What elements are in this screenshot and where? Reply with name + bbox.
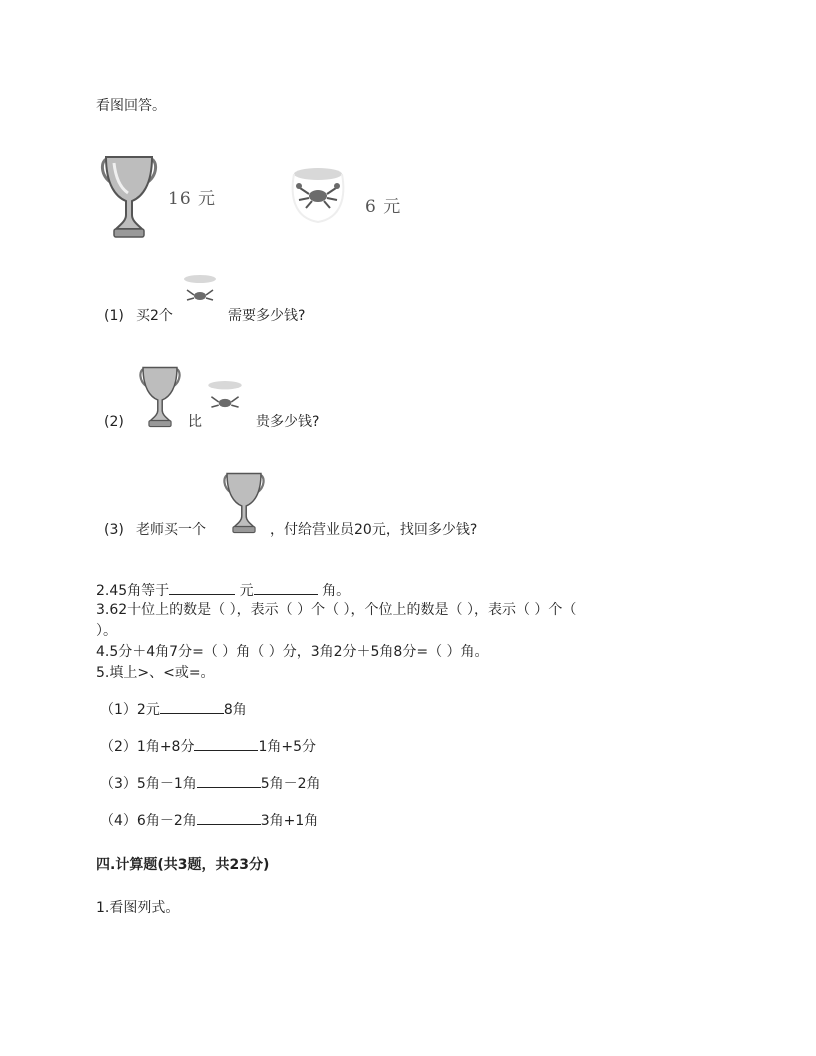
comparison-item: [100, 736, 316, 757]
trophy-icon: [136, 366, 184, 428]
comparison-left: （1）2元: [100, 702, 160, 718]
q3-text-after: ，付给营业员20元，找回多少钱?: [270, 522, 478, 538]
intro-text: 看图回答。: [96, 98, 166, 114]
comparison-left: （3）5角－1角: [100, 776, 197, 792]
crab-jar-icon: [182, 274, 218, 318]
q2-text-mid: 比: [188, 414, 202, 430]
p2-text-b: 元: [239, 583, 254, 599]
comparison-item: [100, 699, 247, 720]
q1-number: (1): [104, 308, 124, 324]
trophy-price: 16 元: [168, 189, 217, 209]
q1-text-after: 需要多少钱?: [228, 308, 306, 324]
comparison-item: [100, 773, 321, 794]
comparison-blank[interactable]: [197, 810, 261, 825]
comparison-blank[interactable]: [160, 699, 224, 714]
problem-5-title: 5.填上>、<或=。: [96, 665, 215, 681]
q2-text-after: 贵多少钱?: [256, 414, 320, 430]
problem-3-line2: ）。: [96, 623, 117, 639]
q1-text-before: 买2个: [136, 308, 173, 324]
trophy-icon: [98, 155, 160, 239]
comparison-blank[interactable]: [194, 736, 258, 751]
comparison-blank[interactable]: [197, 773, 261, 788]
comparison-right: 1角+5分: [258, 739, 316, 755]
comparison-right: 3角+1角: [260, 813, 319, 829]
problem-4: 4.5分＋4角7分=（ ）角（ ）分，3角2分＋5角8分=（ ）角。: [96, 644, 489, 660]
q2-number: (2): [104, 414, 124, 430]
q3-number: (3): [104, 522, 124, 538]
trophy-icon: [220, 472, 268, 534]
answer-blank[interactable]: [254, 580, 318, 595]
comparison-left: （4）6角－2角: [100, 813, 197, 829]
comparison-right: 8角: [223, 702, 247, 718]
p2-text-c: 角。: [322, 583, 351, 599]
problem-3-line1: 3.62十位上的数是（ ），表示（ ）个（ ），个位上的数是（ ），表示（ ）个（: [96, 602, 577, 618]
section-4-question-1: 1.看图列式。: [96, 900, 180, 916]
comparison-item: [100, 810, 318, 831]
comparison-right: 5角－2角: [260, 776, 321, 792]
section-heading: 四.计算题(共3题，共23分): [96, 857, 270, 873]
jar-price: 6 元: [365, 197, 402, 217]
p2-text-a: 2.45角等于: [96, 583, 170, 599]
answer-blank[interactable]: [169, 580, 235, 595]
crab-jar-icon: [206, 380, 244, 426]
comparison-left: （2）1角+8分: [100, 739, 195, 755]
crab-jar-icon: [288, 166, 348, 226]
problem-2: [96, 580, 350, 601]
q3-text-before: 老师买一个: [136, 522, 206, 538]
